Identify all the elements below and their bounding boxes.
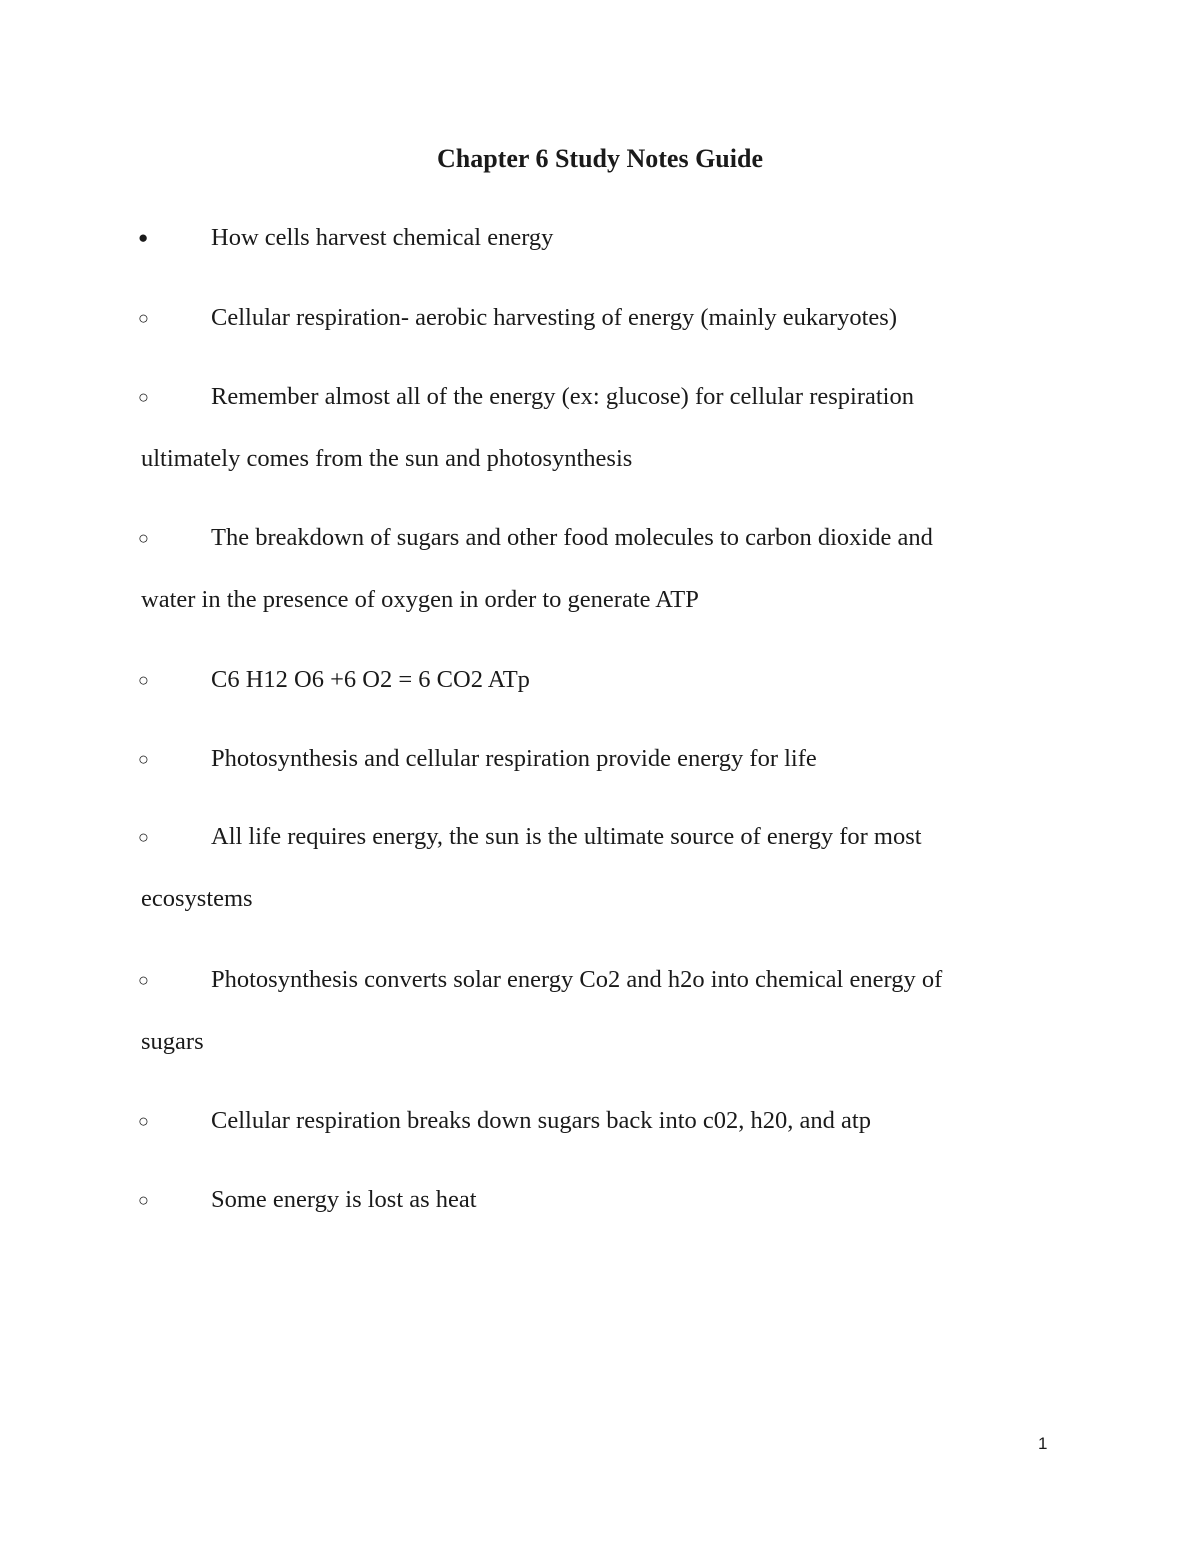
list-item-text: Some energy is lost as heat: [211, 1186, 477, 1213]
page-title: Chapter 6 Study Notes Guide: [436, 144, 763, 173]
list-item-text: How cells harvest chemical energy: [211, 224, 554, 251]
bullet-hollow-icon: ○: [138, 1111, 149, 1131]
bullet-hollow-icon: ○: [138, 970, 149, 990]
list-item-text: Photosynthesis and cellular respiration provide energy for life: [211, 745, 817, 772]
list-item-text-continued: sugars: [141, 1028, 204, 1055]
bullet-filled-icon: ●: [138, 228, 149, 247]
bullet-hollow-icon: ○: [138, 308, 149, 328]
list-item-text: C6 H12 O6 +6 O2 = 6 CO2 ATp: [211, 666, 530, 693]
list-item-text: Remember almost all of the energy (ex: glucose) for cellular respiration: [211, 383, 914, 410]
list-item-text: Photosynthesis converts solar energy Co2 and h2o into chemical energy of: [211, 966, 943, 993]
list-item-text-continued: ultimately comes from the sun and photosynthesis: [141, 445, 633, 472]
list-item-text-continued: water in the presence of oxygen in order to generate ATP: [141, 586, 699, 613]
list-item-text-continued: ecosystems: [141, 885, 253, 912]
bullet-hollow-icon: ○: [138, 387, 149, 407]
bullet-hollow-icon: ○: [138, 749, 149, 769]
page-number: 1: [1038, 1434, 1048, 1453]
list-item-text: The breakdown of sugars and other food molecules to carbon dioxide and: [211, 524, 933, 551]
list-item-text: All life requires energy, the sun is the ultimate source of energy for most: [211, 823, 922, 850]
list-item-text: Cellular respiration breaks down sugars back into c02, h20, and atp: [211, 1107, 871, 1134]
list-item-text: Cellular respiration- aerobic harvesting of energy (mainly eukaryotes): [211, 304, 897, 331]
bullet-hollow-icon: ○: [138, 528, 149, 548]
bullet-hollow-icon: ○: [138, 670, 149, 690]
bullet-hollow-icon: ○: [138, 1190, 149, 1210]
bullet-hollow-icon: ○: [138, 827, 149, 847]
